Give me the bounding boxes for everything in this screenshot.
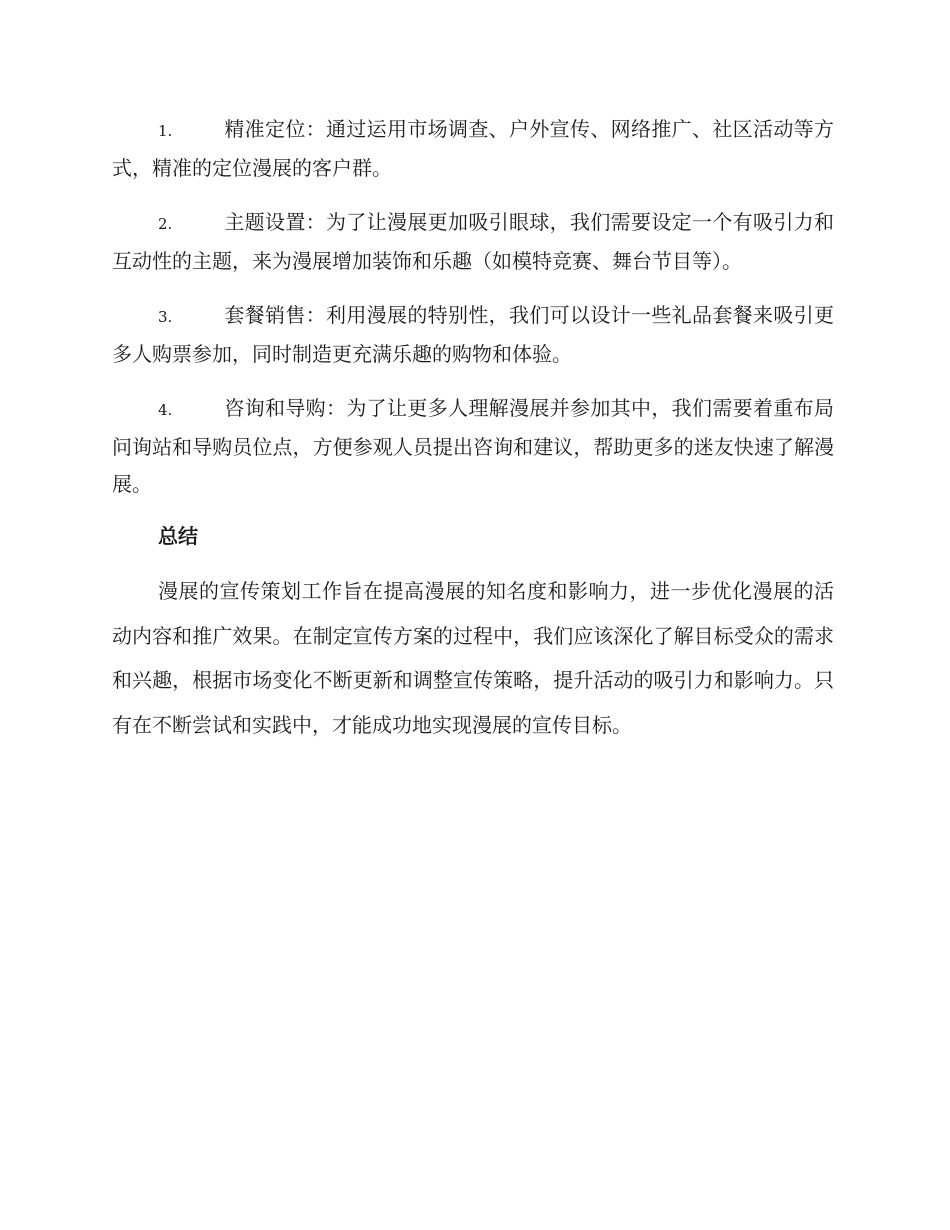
list-item bbox=[112, 111, 834, 187]
list-item-number: 4. bbox=[158, 401, 173, 419]
document-page bbox=[112, 111, 834, 747]
list-item-text: 套餐销售：利用漫展的特别性，我们可以设计一些礼品套餐来吸引更多人购票参加，同时制造更充满乐趣的购物和体验。 bbox=[112, 303, 834, 366]
list-item bbox=[112, 297, 834, 373]
list-item-text: 咨询和导购：为了让更多人理解漫展并参加其中，我们需要着重布局问询站和导购员位点，方便参观人员提出咨询和建议，帮助更多的迷友快速了解漫展。 bbox=[112, 396, 834, 496]
list-item-number: 2. bbox=[158, 215, 173, 233]
list-item-number: 1. bbox=[158, 122, 173, 140]
list-item-text: 精准定位：通过运用市场调查、户外宣传、网络推广、社区活动等方式，精准的定位漫展的客户群。 bbox=[112, 117, 834, 180]
list-item-number: 3. bbox=[158, 308, 173, 326]
summary-paragraph: 漫展的宣传策划工作旨在提高漫展的知名度和影响力，进一步优化漫展的活动内容和推广效果。在制定宣传方案的过程中，我们应该深化了解目标受众的需求和兴趣，根据市场变化不断更新和调整宣传策略，提升活动的吸引力和影响力。只有在不断尝试和实践中，才能成功地实现漫展的宣传目标。 bbox=[112, 579, 834, 737]
list-item-text: 主题设置：为了让漫展更加吸引眼球，我们需要设定一个有吸引力和互动性的主题，来为漫展增加装饰和乐趣（如模特竞赛、舞台节目等）。 bbox=[112, 210, 834, 273]
section-heading: 总结 bbox=[158, 524, 198, 548]
list-item bbox=[112, 204, 834, 280]
list-item bbox=[112, 390, 834, 503]
